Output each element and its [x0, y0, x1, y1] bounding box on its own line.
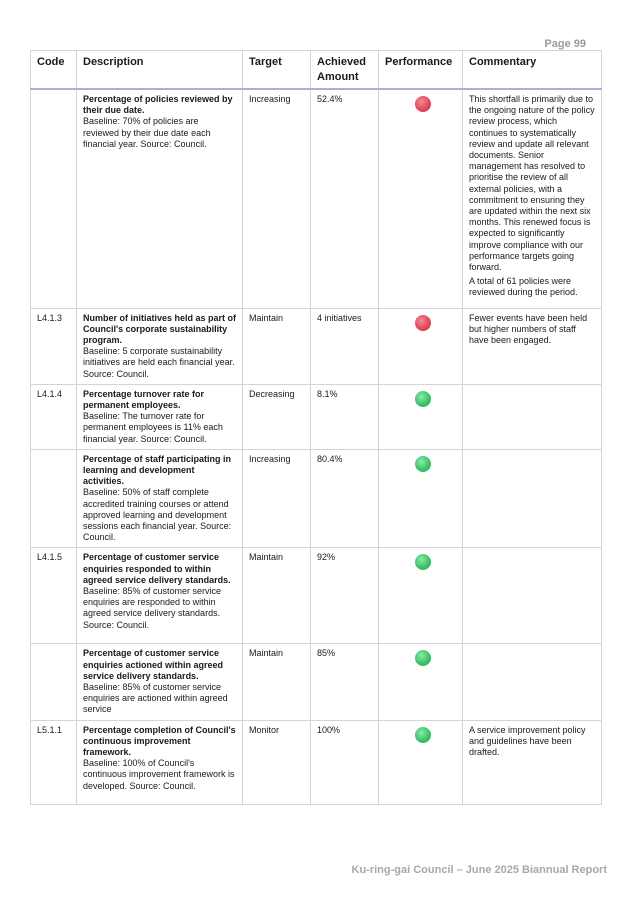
cell-commentary	[463, 548, 602, 644]
measure-baseline: Baseline: The turnover rate for permanent employees is 11% each financial year. Source: Council.	[83, 411, 223, 444]
cell-code	[31, 449, 77, 548]
table-row	[31, 720, 602, 804]
page-number: Page 99	[544, 38, 586, 50]
cell-description	[77, 644, 243, 720]
cell-achieved: 85%	[311, 644, 379, 720]
cell-commentary	[463, 308, 602, 384]
measure-title: Percentage of customer service enquiries actioned within agreed service delivery standards.	[83, 648, 224, 681]
cell-description	[77, 89, 243, 308]
cell-achieved: 4 initiatives	[311, 308, 379, 384]
measure-baseline: Baseline: 5 corporate sustainability initiatives are held each financial year. Source: Council.	[83, 346, 235, 379]
cell-performance	[379, 308, 463, 384]
measure-baseline: Baseline: 70% of policies are reviewed by their due date each financial year. Source: Council.	[83, 116, 211, 149]
cell-target: Decreasing	[243, 384, 311, 449]
cell-performance	[379, 644, 463, 720]
table-row	[31, 384, 602, 449]
table-row	[31, 89, 602, 308]
measure-baseline: Baseline: 100% of Council's continuous improvement framework is developed. Source: Council.	[83, 758, 235, 791]
cell-performance	[379, 548, 463, 644]
cell-code: L5.1.1	[31, 720, 77, 804]
cell-target: Increasing	[243, 89, 311, 308]
cell-commentary	[463, 449, 602, 548]
cell-target: Increasing	[243, 449, 311, 548]
cell-target: Maintain	[243, 644, 311, 720]
performance-table	[30, 50, 602, 805]
measure-title: Percentage turnover rate for permanent employees.	[83, 388, 205, 410]
cell-achieved: 92%	[311, 548, 379, 644]
table-row	[31, 548, 602, 644]
cell-achieved: 100%	[311, 720, 379, 804]
commentary-text: This shortfall is primarily due to the ongoing nature of the policy review process, which continues to systematically review and update all relevant documents. Senior management has resolved to prioritise the review of all external policies, with a commitment to ensuring they are updated within the next six months. This renewed focus is expected to significantly improve compliance with our performance targets going forward.	[469, 94, 595, 273]
measure-baseline: Baseline: 85% of customer service enquiries are responded to within agreed service delivery standards. Source: Council.	[83, 585, 222, 630]
cell-target: Maintain	[243, 308, 311, 384]
cell-description	[77, 548, 243, 644]
measure-title: Percentage of staff participating in learning and development activities.	[83, 453, 232, 487]
status-dot-icon	[415, 315, 431, 331]
measure-baseline: Baseline: 50% of staff complete accredited training courses or attend approved learning and development sessions each financial year. Source: Council.	[83, 487, 232, 543]
header-commentary: Commentary	[463, 51, 602, 90]
cell-performance	[379, 720, 463, 804]
cell-performance	[379, 89, 463, 308]
measure-title: Percentage of policies reviewed by their due date.	[83, 94, 233, 116]
status-dot-icon	[415, 391, 431, 407]
cell-code: L4.1.4	[31, 384, 77, 449]
table-row	[31, 644, 602, 720]
cell-description	[77, 449, 243, 548]
cell-description	[77, 384, 243, 449]
table-header-row	[31, 51, 602, 90]
commentary-text: A total of 61 policies were reviewed during the period.	[469, 276, 578, 298]
cell-target: Maintain	[243, 548, 311, 644]
header-description: Description	[77, 51, 243, 90]
cell-achieved: 8.1%	[311, 384, 379, 449]
measure-title: Number of initiatives held as part of Council's corporate sustainability program.	[83, 312, 237, 345]
cell-achieved: 80.4%	[311, 449, 379, 548]
cell-performance	[379, 449, 463, 548]
cell-description	[77, 308, 243, 384]
cell-commentary	[463, 384, 602, 449]
report-footer: Ku-ring-gai Council – June 2025 Biannual Report	[351, 864, 607, 876]
status-dot-icon	[415, 96, 431, 112]
cell-achieved: 52.4%	[311, 89, 379, 308]
cell-commentary	[463, 644, 602, 720]
cell-code: L4.1.5	[31, 548, 77, 644]
cell-code: L4.1.3	[31, 308, 77, 384]
cell-code	[31, 644, 77, 720]
header-achieved: Achieved Amount	[311, 51, 379, 90]
status-dot-icon	[415, 554, 431, 570]
status-dot-icon	[415, 456, 431, 472]
cell-performance	[379, 384, 463, 449]
header-performance: Performance	[379, 51, 463, 90]
cell-description	[77, 720, 243, 804]
commentary-text: Fewer events have been held but higher numbers of staff have been engaged.	[469, 312, 588, 345]
cell-commentary	[463, 89, 602, 308]
table-row	[31, 308, 602, 384]
measure-title: Percentage of customer service enquiries responded to within agreed service delivery standards.	[83, 552, 231, 585]
cell-target: Monitor	[243, 720, 311, 804]
header-code: Code	[31, 51, 77, 90]
cell-commentary	[463, 720, 602, 804]
table-row	[31, 449, 602, 548]
status-dot-icon	[415, 727, 431, 743]
commentary-text: A service improvement policy and guidelines have been drafted.	[469, 724, 586, 757]
measure-title: Percentage completion of Council's continuous improvement framework.	[83, 724, 236, 757]
cell-code	[31, 89, 77, 308]
header-target: Target	[243, 51, 311, 90]
status-dot-icon	[415, 650, 431, 666]
measure-baseline: Baseline: 85% of customer service enquiries are actioned within agreed service	[83, 681, 228, 715]
